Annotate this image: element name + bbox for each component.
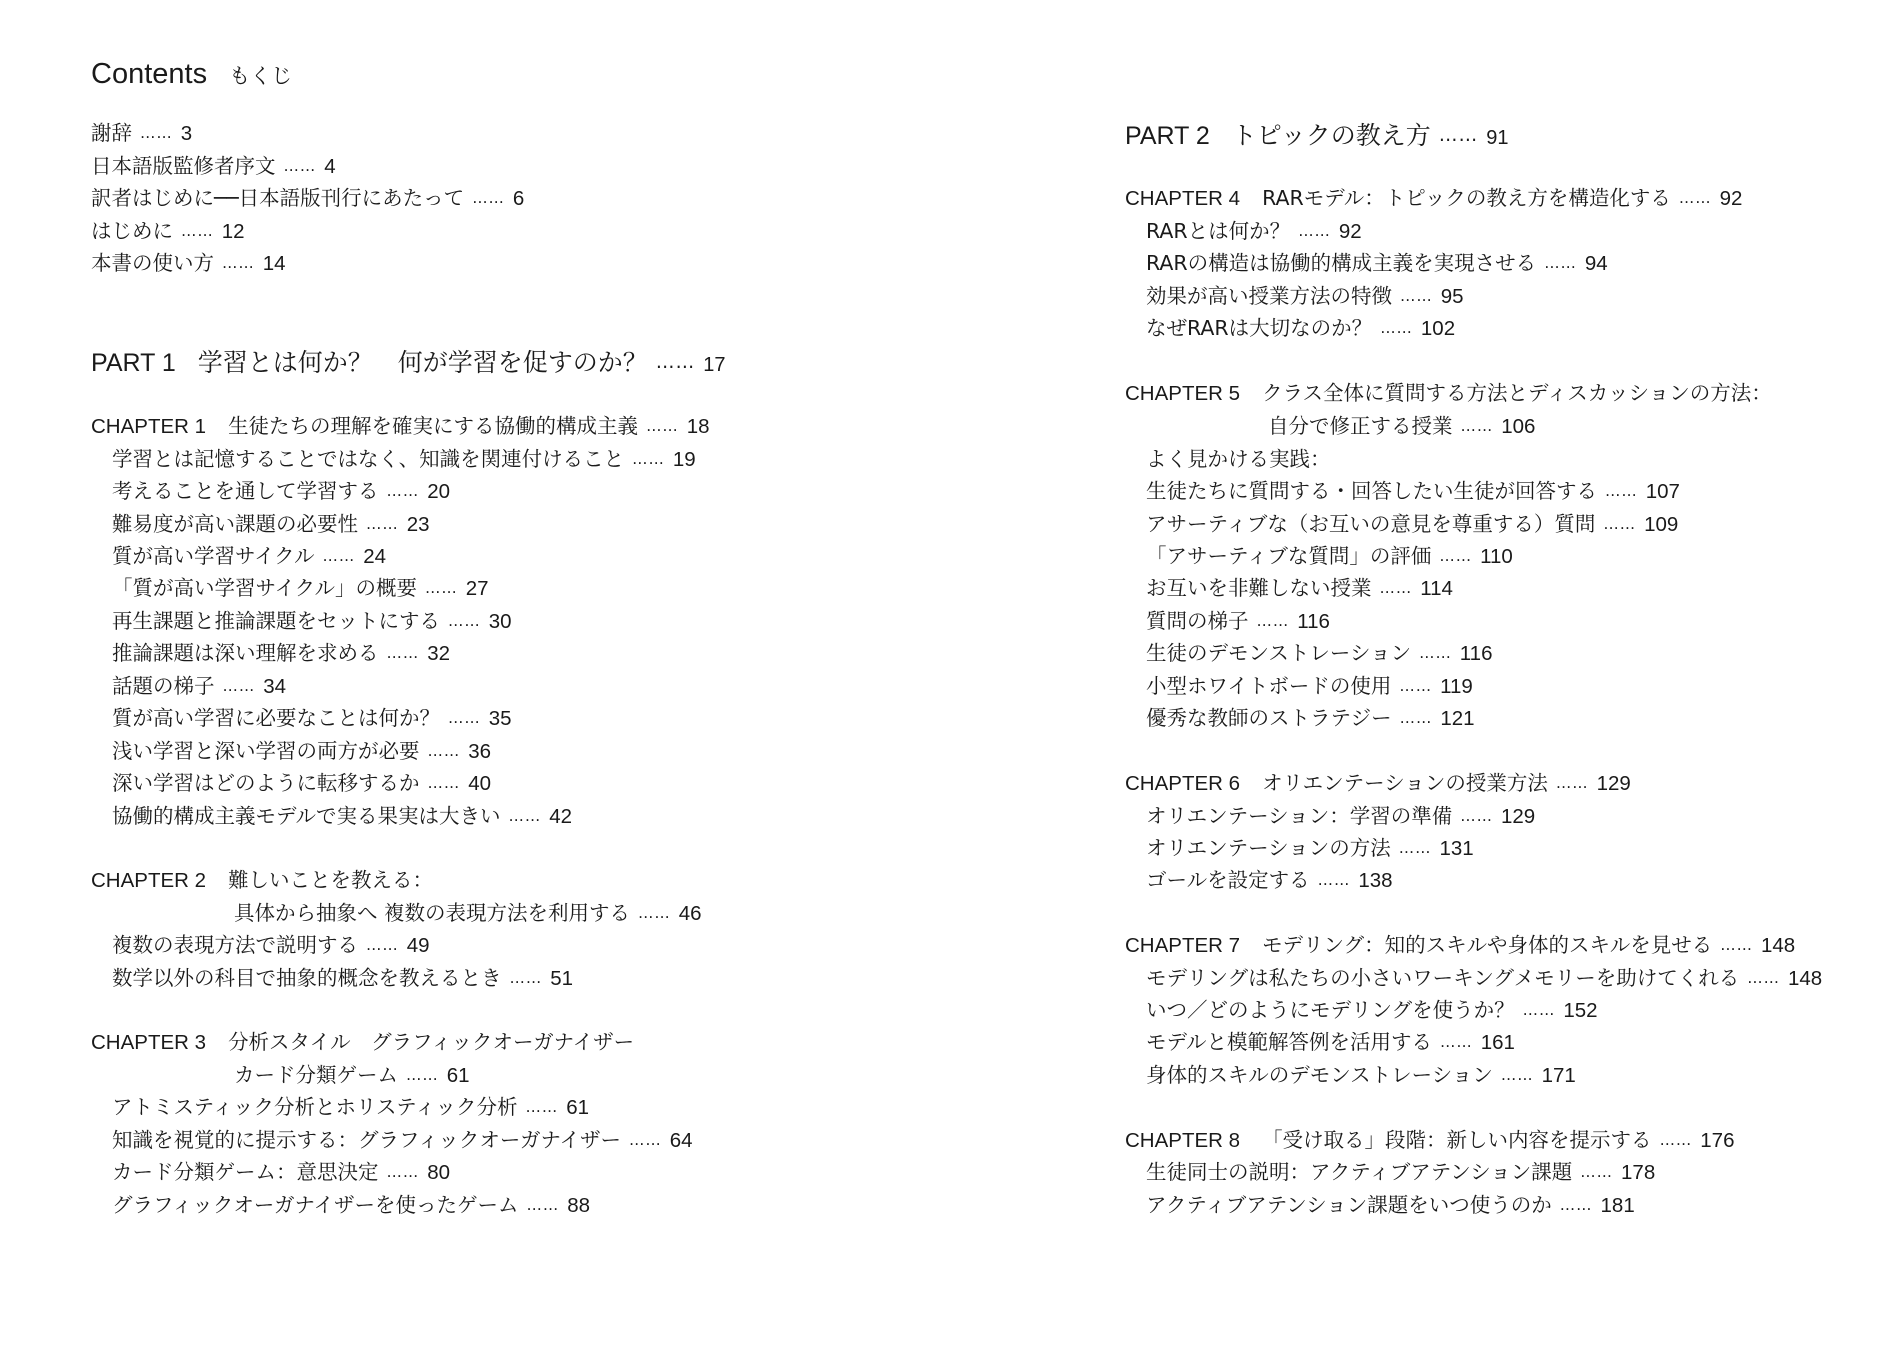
- chapter-heading-3[interactable]: CHAPTER 3 分析スタイル グラフィックオーガナイザー: [91, 1030, 635, 1054]
- toc-subheading: よく見かける実践：: [1146, 447, 1331, 471]
- toc-subentry[interactable]: モデリングは私たちの小さいワーキングメモリーを助けてくれる …… 148: [1146, 966, 1823, 990]
- chapter-heading-5-continued[interactable]: 自分で修正する授業 …… 106: [1268, 414, 1536, 438]
- toc-entry[interactable]: 訳者はじめに──日本語版刊行にあたって …… 6: [91, 186, 525, 210]
- toc-subentry[interactable]: 質が高い学習サイクル …… 24: [112, 544, 387, 568]
- chapter-heading-5[interactable]: CHAPTER 5 クラス全体に質問する方法とディスカッションの方法：: [1125, 381, 1772, 405]
- toc-subentry[interactable]: グラフィックオーガナイザーを使ったゲーム …… 88: [112, 1193, 591, 1217]
- chapter-heading-8[interactable]: CHAPTER 8 「受け取る」段階：新しい内容を提示する …… 176: [1125, 1128, 1735, 1152]
- part-heading-1[interactable]: PART 1 学習とは何か？ 何が学習を促すのか？ …… 17: [91, 348, 726, 377]
- toc-subentry[interactable]: アトミスティック分析とホリスティック分析 …… 61: [112, 1095, 590, 1119]
- part-heading-2[interactable]: PART 2 トピックの教え方 …… 91: [1125, 121, 1509, 150]
- chapter-heading-2-continued[interactable]: 具体から抽象へ 複数の表現方法を利用する …… 46: [234, 901, 702, 925]
- toc-subentry[interactable]: 質が高い学習に必要なことは何か？ …… 35: [112, 706, 512, 730]
- chapter-heading-2[interactable]: CHAPTER 2 難しいことを教える：: [91, 868, 434, 892]
- page-title: [91, 58, 292, 91]
- title-japanese: もくじ: [229, 64, 293, 88]
- toc-subentry[interactable]: いつ／どのようにモデリングを使うか？ …… 152: [1146, 998, 1598, 1022]
- toc-entry[interactable]: 本書の使い方 …… 14: [91, 251, 286, 275]
- toc-subentry[interactable]: モデルと模範解答例を活用する …… 161: [1146, 1030, 1515, 1054]
- toc-subentry[interactable]: 学習とは記憶することではなく、知識を関連付けること …… 19: [112, 447, 696, 471]
- toc-subentry[interactable]: アサーティブな（お互いの意見を尊重する）質問 …… 109: [1146, 512, 1679, 536]
- chapter-heading-6[interactable]: CHAPTER 6 オリエンテーションの授業方法 …… 129: [1125, 771, 1631, 795]
- toc-subentry[interactable]: 生徒のデモンストレーション …… 116: [1146, 641, 1493, 665]
- toc-subentry[interactable]: 浅い学習と深い学習の両方が必要 …… 36: [112, 739, 492, 763]
- toc-subentry[interactable]: 考えることを通して学習する …… 20: [112, 479, 451, 503]
- toc-entry[interactable]: 日本語版監修者序文 …… 4: [91, 154, 336, 178]
- chapter-heading-3-continued[interactable]: カード分類ゲーム …… 61: [234, 1063, 470, 1087]
- toc-subentry[interactable]: 質問の梯子 …… 116: [1146, 609, 1330, 633]
- toc-subentry[interactable]: 知識を視覚的に提示する：グラフィックオーガナイザー …… 64: [112, 1128, 693, 1152]
- toc-entry[interactable]: はじめに …… 12: [91, 219, 245, 243]
- toc-subentry[interactable]: お互いを非難しない授業 …… 114: [1146, 576, 1453, 600]
- toc-subentry[interactable]: 身体的スキルのデモンストレーション …… 171: [1146, 1063, 1576, 1087]
- toc-subentry[interactable]: 「質が高い学習サイクル」の概要 …… 27: [112, 576, 489, 600]
- toc-subentry[interactable]: 生徒同士の説明：アクティブアテンション課題 …… 178: [1146, 1160, 1656, 1184]
- toc-subentry[interactable]: オリエンテーションの方法 …… 131: [1146, 836, 1474, 860]
- toc-subentry[interactable]: なぜRARは大切なのか？ …… 102: [1146, 316, 1456, 340]
- chapter-heading-7[interactable]: CHAPTER 7 モデリング：知的スキルや身体的スキルを見せる …… 148: [1125, 933, 1796, 957]
- toc-subentry[interactable]: オリエンテーション：学習の準備 …… 129: [1146, 804, 1536, 828]
- toc-subentry[interactable]: 効果が高い授業方法の特徴 …… 95: [1146, 284, 1464, 308]
- toc-subentry[interactable]: ゴールを設定する …… 138: [1146, 868, 1393, 892]
- chapter-heading-1[interactable]: CHAPTER 1 生徒たちの理解を確実にする協働的構成主義 …… 18: [91, 414, 710, 438]
- toc-subentry[interactable]: アクティブアテンション課題をいつ使うのか …… 181: [1146, 1193, 1635, 1217]
- toc-subentry[interactable]: 再生課題と推論課題をセットにする …… 30: [112, 609, 512, 633]
- toc-entry[interactable]: 謝辞 …… 3: [91, 121, 193, 145]
- toc-subentry[interactable]: 数学以外の科目で抽象的概念を教えるとき …… 51: [112, 966, 574, 990]
- title-english: Contents: [91, 58, 208, 90]
- toc-subentry[interactable]: 難易度が高い課題の必要性 …… 23: [112, 512, 430, 536]
- toc-subentry[interactable]: 複数の表現方法で説明する …… 49: [112, 933, 430, 957]
- toc-subentry[interactable]: 推論課題は深い理解を求める …… 32: [112, 641, 451, 665]
- toc-subentry[interactable]: 小型ホワイトボードの使用 …… 119: [1146, 674, 1473, 698]
- toc-subentry[interactable]: 話題の梯子 …… 34: [112, 674, 287, 698]
- chapter-heading-4[interactable]: CHAPTER 4 RARモデル：トピックの教え方を構造化する …… 92: [1125, 186, 1743, 210]
- toc-subentry[interactable]: カード分類ゲーム：意思決定 …… 80: [112, 1160, 451, 1184]
- toc-subentry[interactable]: 深い学習はどのように転移するか …… 40: [112, 771, 492, 795]
- toc-subentry[interactable]: RARとは何か？ …… 92: [1146, 219, 1362, 243]
- toc-subentry[interactable]: RARの構造は協働的構成主義を実現させる …… 94: [1146, 251, 1608, 275]
- toc-subentry[interactable]: 優秀な教師のストラテジー …… 121: [1146, 706, 1475, 730]
- toc-subentry[interactable]: 協働的構成主義モデルで実る果実は大きい …… 42: [112, 804, 573, 828]
- toc-subentry[interactable]: 「アサーティブな質問」の評価 …… 110: [1146, 544, 1513, 568]
- toc-subentry[interactable]: 生徒たちに質問する・回答したい生徒が回答する …… 107: [1146, 479, 1680, 503]
